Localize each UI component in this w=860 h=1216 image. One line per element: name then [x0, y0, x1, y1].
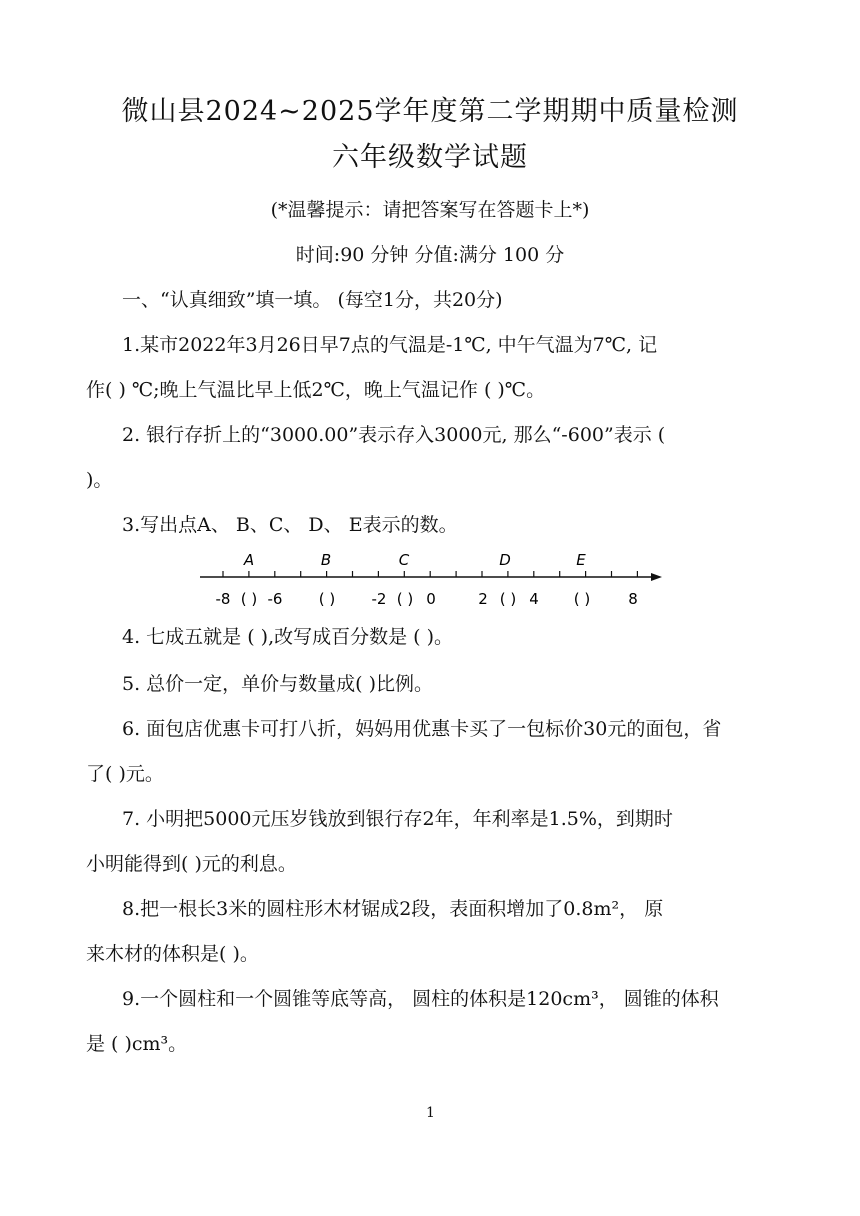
- number-line-value-label: ( ): [573, 590, 591, 608]
- number-line-value-label: -8: [215, 590, 231, 608]
- question-4-line-1: 4. 七成五就是 ( ),改写成百分数是 ( )。: [122, 626, 454, 648]
- time-score-info: 时间:90 分钟 分值:满分 100 分: [295, 244, 565, 266]
- section-heading: 一、“认真细致”填一填。 (每空1分，共20分): [122, 289, 503, 311]
- question-3-line-1: 3.写出点A、 B、C、 D、 E表示的数。: [122, 514, 458, 536]
- number-line-value-label: ( ): [396, 590, 414, 608]
- question-2-line-1: 2. 银行存折上的“3000.00”表示存入3000元, 那么“-600”表示 (: [122, 424, 666, 446]
- number-line-value-label: 2: [478, 590, 488, 608]
- question-9-line-1: 9.一个圆柱和一个圆锥等底等高， 圆柱的体积是120cm³， 圆锥的体积: [122, 988, 719, 1010]
- question-7-line-1: 7. 小明把5000元压岁钱放到银行存2年，年利率是1.5%，到期时: [122, 808, 673, 830]
- question-8-line-1: 8.把一根长3米的圆柱形木材锯成2段，表面积增加了0.8m²， 原: [122, 898, 664, 920]
- question-2-line-2: )。: [86, 469, 113, 491]
- question-9-line-2: 是 ( )cm³。: [86, 1033, 188, 1055]
- number-line-value-label: ( ): [499, 590, 517, 608]
- number-line-value-label: ( ): [318, 590, 336, 608]
- point-label: E: [576, 551, 586, 569]
- point-label: B: [320, 551, 332, 569]
- question-8-line-2: 来木材的体积是( )。: [86, 943, 259, 965]
- question-1-line-2: 作( ) ℃;晚上气温比早上低2℃，晚上气温记作 ( )℃。: [86, 379, 546, 401]
- number-line-value-label: ( ): [240, 590, 258, 608]
- question-1-line-1: 1.某市2022年3月26日早7点的气温是-1℃, 中午气温为7℃, 记: [122, 334, 658, 356]
- exam-subtitle: 六年级数学试题: [332, 142, 528, 173]
- number-line-value-label: 8: [628, 590, 638, 608]
- point-label: D: [499, 551, 511, 569]
- number-line-arrow: [651, 573, 662, 581]
- number-line-value-label: 0: [426, 590, 436, 608]
- number-line-value-label: -6: [267, 590, 283, 608]
- number-line-value-label: -2: [371, 590, 387, 608]
- number-line-figure: [196, 550, 676, 610]
- point-label: A: [243, 551, 255, 569]
- question-7-line-2: 小明能得到( )元的利息。: [86, 853, 297, 875]
- exam-title: 微山县2024~2025学年度第二学期期中质量检测: [121, 96, 739, 127]
- number-line-value-label: 4: [529, 590, 539, 608]
- question-6-line-1: 6. 面包店优惠卡可打八折，妈妈用优惠卡买了一包标价30元的面包，省: [122, 718, 722, 740]
- question-5-line-1: 5. 总价一定，单价与数量成( )比例。: [122, 673, 434, 695]
- page-number: 1: [426, 1105, 435, 1121]
- point-label: C: [398, 551, 410, 569]
- question-6-line-2: 了( )元。: [86, 763, 164, 785]
- answer-tip: (*温馨提示：请把答案写在答题卡上*): [270, 199, 590, 221]
